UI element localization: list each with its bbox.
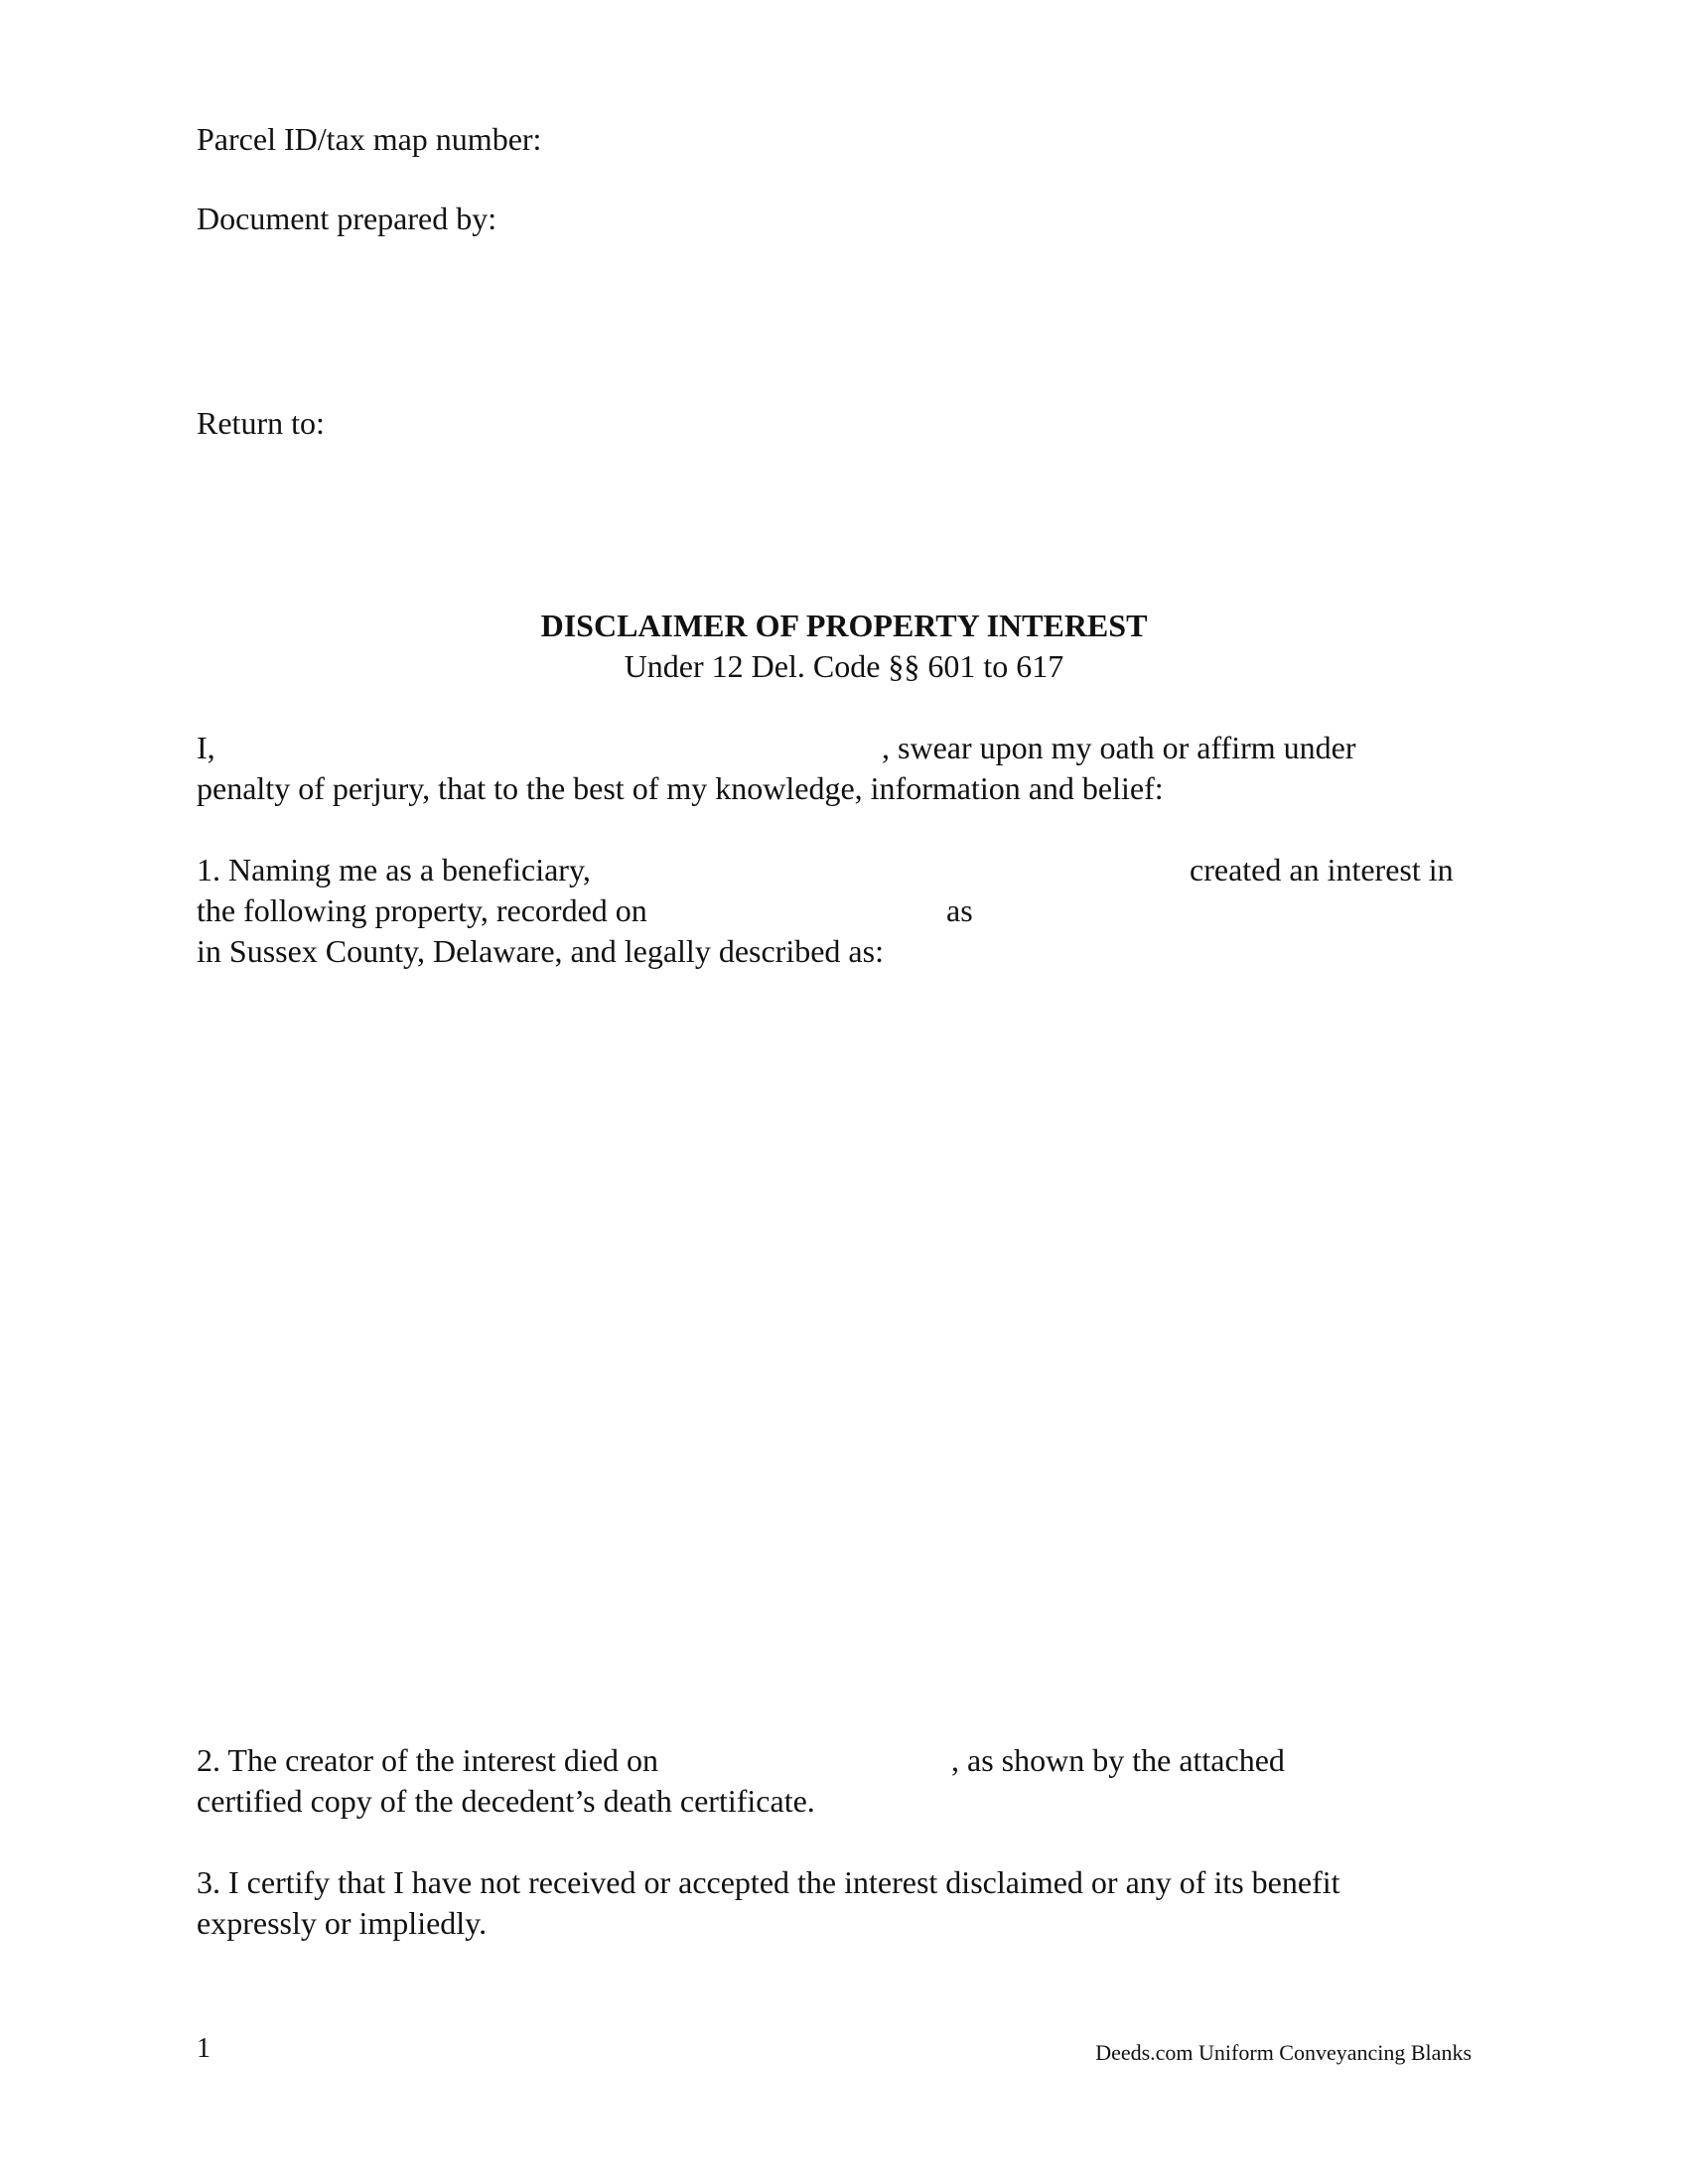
oath-prefix: I, <box>197 730 215 765</box>
document-title: DISCLAIMER OF PROPERTY INTEREST <box>540 608 1148 643</box>
parcel-id-label: Parcel ID/tax map number: <box>197 121 542 157</box>
item-1-suffix: created an interest in <box>1190 852 1454 887</box>
item-1-line-2-suffix: as <box>946 892 973 928</box>
item-2-line-2: certified copy of the decedent’s death certificate. <box>197 1783 815 1819</box>
item-2-suffix: , as shown by the attached <box>951 1742 1285 1778</box>
item-3-line-2: expressly or impliedly. <box>197 1905 488 1941</box>
prepared-by-label: Document prepared by: <box>197 201 497 236</box>
return-to-label: Return to: <box>197 405 325 441</box>
item-1-line-3: in Sussex County, Delaware, and legally described as: <box>197 933 884 969</box>
item-3-line-1: 3. I certify that I have not received or accepted the interest disclaimed or any of its benefit <box>197 1864 1340 1900</box>
document-subtitle: Under 12 Del. Code §§ 601 to 617 <box>624 648 1064 684</box>
page-number: 1 <box>197 2033 211 2064</box>
footer-brand: Deeds.com Uniform Conveyancing Blanks <box>1095 2040 1472 2065</box>
item-1-prefix: 1. Naming me as a beneficiary, <box>197 852 591 887</box>
oath-suffix: , swear upon my oath or affirm under <box>882 730 1356 765</box>
item-1-line-2-prefix: the following property, recorded on <box>197 892 647 928</box>
item-2-prefix: 2. The creator of the interest died on <box>197 1742 659 1778</box>
oath-line-2: penalty of perjury, that to the best of my knowledge, information and belief: <box>197 770 1164 806</box>
